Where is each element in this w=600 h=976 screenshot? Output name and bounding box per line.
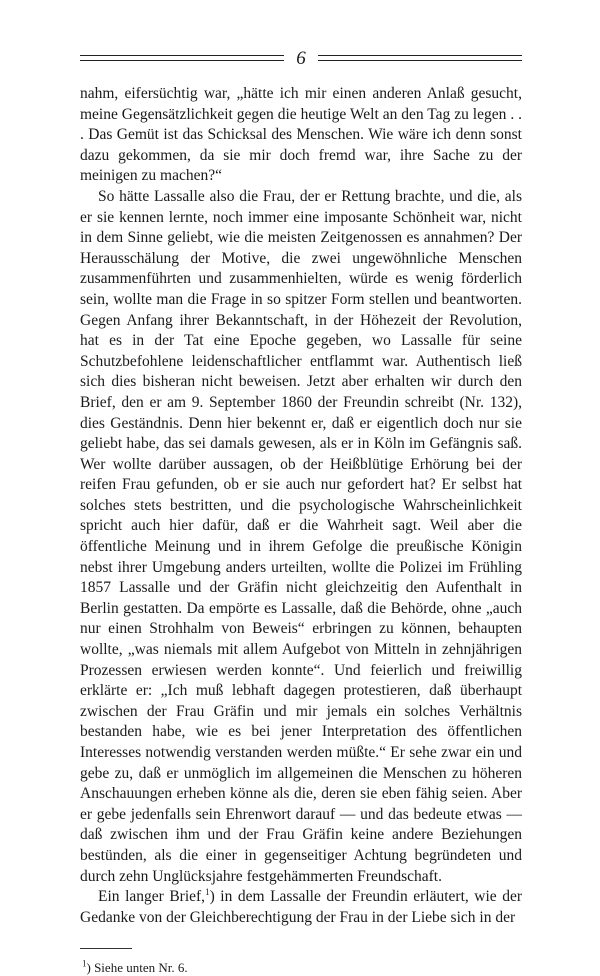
footnote-text: ) Siehe unten Nr. 6. (86, 960, 188, 976)
header-rule-right (318, 55, 522, 61)
paragraph-text-end: ) in dem Lassalle der Freundin erläutert, wie der Gedanke von der Gleichberechtigung der Frau in der Liebe sich in der (80, 888, 522, 926)
paragraph: So hätte Lassalle also die Frau, der er Rettung brachte, und die, als er sie kennen lernte, noch immer eine imposante Schönheit war, nicht in dem Sinne geliebt, wie die meisten Zeitgenossen es annahmen? Der Herausschälung der Motive, die zwei ungewöhnliche Menschen zusammenführten und zusammenhielten, würde es wenig förderlich sein, wollte man die Frage in so spitzer Form stellen und beantworten. Gegen Anfang ihrer Bekanntschaft, in der Höhezeit der Revolution, hat es in der Tat eine Epoche gegeben, wo Lassalle für seine Schutzbefohlene leidenschaftlicher entflammt war. Authentisch ließ sich dies bisheran nicht beweisen. Jetzt aber erhalten wir durch den Brief, den er am 9. September 1860 der Freundin schreibt (Nr. 132), dies Geständnis. Denn hier bekennt er, daß er eigentlich doch nur sie geliebt habe, das sei damals gewesen, als er in Köln im Gefängnis saß. Wer wollte darüber aussagen, ob der Heißblütige Erhörung bei der reifen Frau gefunden, ob er sie auch nur gefordert hat? Er selbst hat solches stets bestritten, und die psychologische Wahrscheinlichkeit spricht auch hier dafür, daß er die Wahrheit sagt. Weil aber die öffentliche Meinung und in ihrem Gefolge die preußische Königin nebst ihrer Umgebung anders urteilten, wollte die Polizei im Frühling 1857 Lassalle und der Gräfin nicht gleichzeitig den Aufenthalt in Berlin gestatten. Da empörte es Lassalle, daß die Behörde, ohne „auch nur einen Strohhalm von Beweis“ erbringen zu können, behaupten wollte, „was niemals mit allem Aufgebot von Mitteln in zehnjährigen Prozessen erwiesen werden konnte“. Und feierlich und freiwillig erklärte er: „Ich muß lebhaft dagegen protestieren, daß überhaupt zwischen der Frau Gräfin und mir jemals ein solches Verhältnis bestanden habe, wie es bei jener Interpretation des öffentlichen Interesses notwendig verstanden werden müßte.“ Er sehe zwar ein und gebe zu, daß er unmöglich im allgemeinen die Menschen zu höheren Anschauungen erheben könne als die, deren sie eben fähig seien. Aber er gebe jedenfalls sein Ehrenwort darauf — und das bedeute etwas — daß zwischen ihm und der Frau Gräfin keine andere Beziehungen bestünden, als die einer in gegenseitiger Achtung begründeten und durch zehn Unglücksjahre festgehämmerten Freundschaft. (80, 187, 522, 885)
book-page (80, 44, 522, 976)
footnote-reference: 1 (205, 887, 210, 897)
footnote-mark: 1 (82, 959, 87, 970)
header-rule-left (80, 55, 284, 61)
body-text (80, 84, 522, 928)
footnote-divider (80, 948, 132, 949)
footnote (80, 959, 522, 976)
paragraph-continued: nahm, eifersüchtig war, „hätte ich mir einen anderen Anlaß gesucht, meine Gegensätzlichkeit gegen die heutige Welt an den Tag zu legen . . . Das Gemüt ist das Schicksal des Menschen. Wie wäre ich denn sonst dazu gekommen, da sie mir doch fremd war, ihre Sache zu der meinigen zu machen?“ (80, 85, 522, 185)
paragraph-last (80, 887, 522, 928)
page-header (80, 44, 522, 72)
page-number: 6 (296, 47, 306, 69)
paragraph-text-start: Ein langer Brief, (98, 888, 206, 906)
